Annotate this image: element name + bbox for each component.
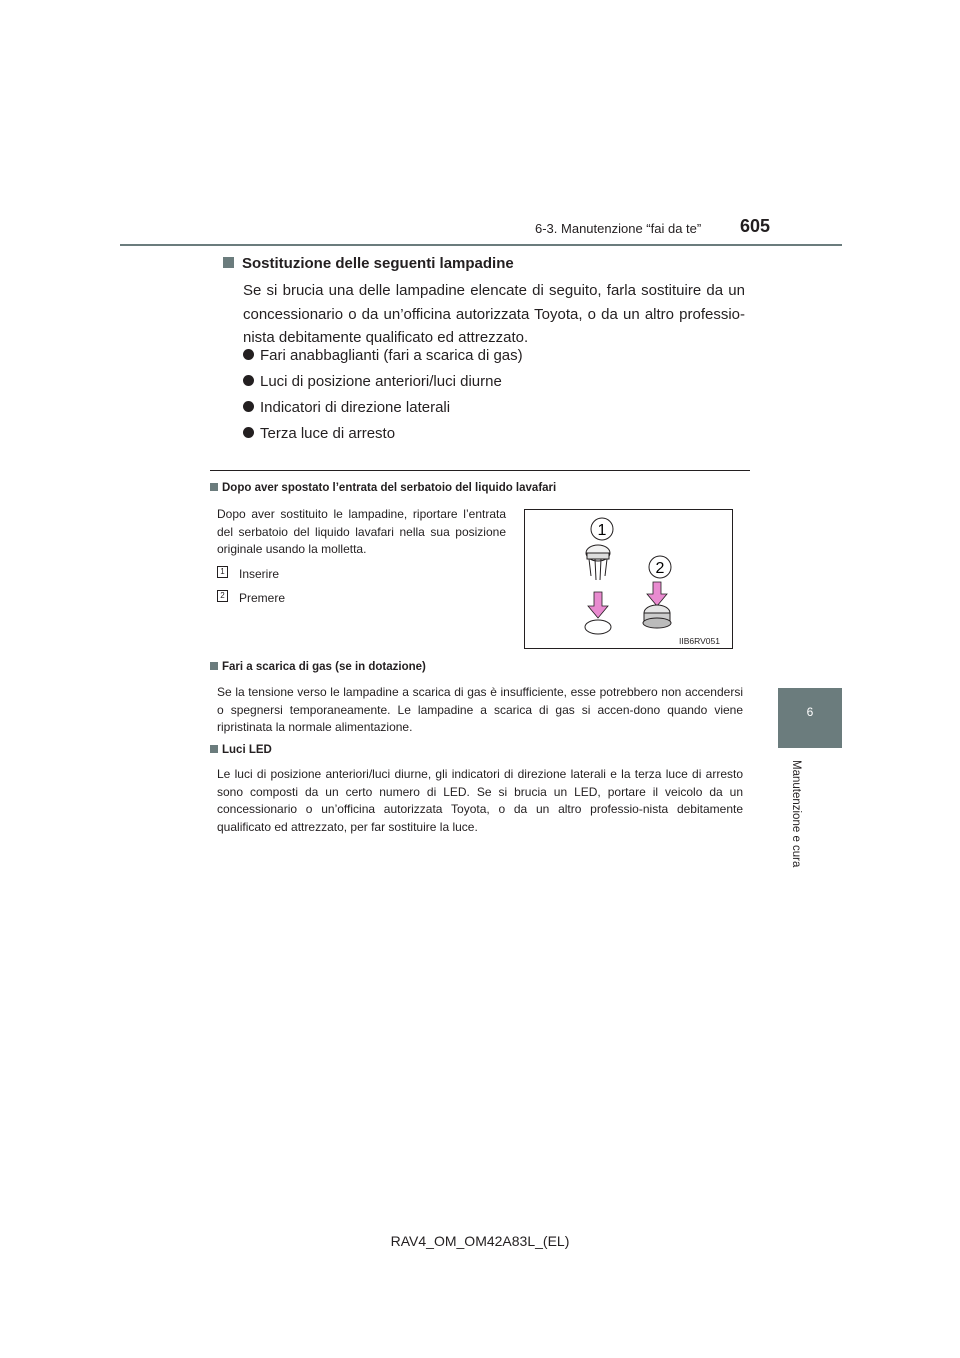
square-bullet-icon (223, 257, 234, 268)
list-item: Fari anabbaglianti (fari a scarica di gas) (243, 347, 523, 364)
note-text-gas: Se la tensione verso le lampadine a scarica di gas è insufficiente, esse potrebbero non accendersi o spegnersi temporaneamente. Le lampadine a scarica di gas si accen-dono quando viene ripristinata la normale alimentazione. (217, 685, 743, 734)
arrow-down-icon (588, 592, 608, 618)
section-divider (210, 470, 750, 471)
callout-1: 1 (597, 522, 607, 539)
bullet-dot-icon (243, 401, 254, 412)
clip-left (586, 545, 610, 580)
note-heading-led: Luci LED (210, 744, 272, 756)
chapter-label (788, 760, 802, 880)
list-item: Luci di posizione anteriori/luci diurne (243, 373, 502, 390)
note-text-led: Le luci di posizione anteriori/luci diurne, gli indicatori di direzione laterali e la terza luce di arresto sono composti da un certo numero di LED. Se si brucia un LED, portare il veicolo da un concessionario o un’officina autorizzata Toyota, o da un altro professio-nista debitamente qualificato ed attrezzato, per far sostituire la luce. (217, 767, 743, 834)
step-number: 2 (217, 590, 228, 602)
step-number: 1 (217, 566, 228, 578)
chapter-label-text: Manutenzione e cura (790, 760, 802, 868)
figure-code: IIB6RV051 (679, 636, 720, 646)
square-bullet-icon (210, 662, 218, 670)
main-paragraph: Se si brucia una delle lampadine elencate di seguito, farla sostituire da un concessionario o da un’officina autorizzata Toyota, o da un altro professio-nista debitamente qualificato ed attrezzato. (243, 282, 745, 346)
note-text-washer: Dopo aver sostituito le lampadine, riportare l’entrata del serbatoio del liquido lavafari nella sua posizione originale usando la molletta. (217, 507, 506, 556)
list-item: Indicatori di direzione laterali (243, 399, 450, 416)
list-item: Terza luce di arresto (243, 425, 395, 442)
document-code: RAV4_OM_OM42A83L_(EL) (390, 1233, 570, 1249)
step-item (217, 590, 285, 605)
step-item (217, 566, 279, 581)
bullet-dot-icon (243, 375, 254, 386)
main-heading-text: Sostituzione delle seguenti lampadine (242, 255, 514, 272)
clip-right (643, 605, 671, 628)
callout-2: 2 (655, 560, 665, 577)
step-label: Inserire (239, 567, 280, 581)
square-bullet-icon (210, 745, 218, 753)
page-number: 605 (740, 216, 771, 236)
header-divider (120, 244, 842, 246)
square-bullet-icon (210, 483, 218, 491)
clip-illustration (524, 509, 733, 649)
note-heading-gas: Fari a scarica di gas (se in dotazione) (210, 661, 426, 673)
main-heading (223, 255, 514, 272)
arrow-down-icon (647, 582, 667, 606)
hole-outline (585, 620, 611, 634)
bullet-dot-icon (243, 427, 254, 438)
step-label: Premere (239, 591, 286, 605)
clip-diagram (525, 510, 732, 648)
section-title: 6-3. Manutenzione “fai da te” (535, 221, 702, 236)
chapter-number: 6 (806, 705, 814, 719)
note-heading-washer: Dopo aver spostato l’entrata del serbatoio del liquido lavafari (210, 482, 556, 494)
bullet-dot-icon (243, 349, 254, 360)
